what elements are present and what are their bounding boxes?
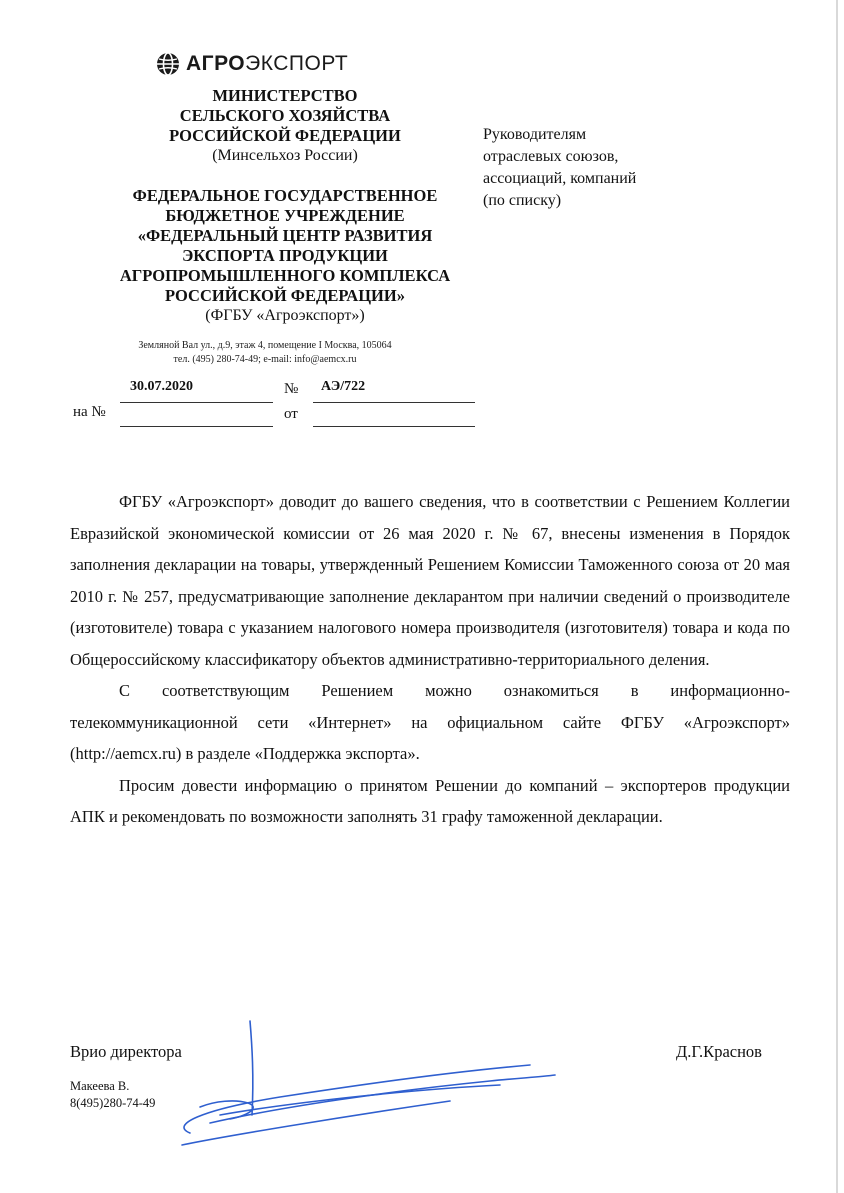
reference-underline bbox=[120, 426, 273, 427]
contact-line: тел. (495) 280-74-49; e-mail: info@aemcx.ru bbox=[173, 354, 357, 365]
handwritten-signature bbox=[160, 1015, 580, 1155]
institution-line: ЭКСПОРТА ПРОДУКЦИИ bbox=[182, 246, 388, 265]
outgoing-number: АЭ/722 bbox=[321, 379, 366, 394]
signatory-name: Д.Г.Краснов bbox=[676, 1042, 762, 1061]
signatory-position: Врио директора bbox=[70, 1042, 182, 1061]
logo-text-bold: АГРО bbox=[186, 52, 246, 75]
number-underline bbox=[313, 402, 475, 403]
ministry-short-name: (Минсельхоз России) bbox=[212, 147, 358, 164]
body-paragraph: Просим довести информацию о принятом Решении до компаний – экспортеров продукции АПК и рекомендовать по возможности заполнять 31 графу таможенной декларации. bbox=[70, 775, 790, 826]
date-underline bbox=[120, 402, 273, 403]
from-underline bbox=[313, 426, 475, 427]
ministry-line: МИНИСТЕРСТВО bbox=[212, 86, 358, 105]
from-label: от bbox=[284, 406, 298, 422]
institution-line: РОССИЙСКОЙ ФЕДЕРАЦИИ» bbox=[165, 286, 405, 305]
page-edge bbox=[836, 0, 838, 1193]
institution-line: ФЕДЕРАЛЬНОЕ ГОСУДАРСТВЕННОЕ bbox=[132, 186, 438, 205]
institution-line: АГРОПРОМЫШЛЕННОГО КОМПЛЕКСА bbox=[119, 266, 451, 285]
executor-block bbox=[70, 1078, 155, 1112]
number-label: № bbox=[284, 381, 299, 397]
institution-address bbox=[70, 339, 460, 367]
logo-text-regular: ЭКСПОРТ bbox=[245, 52, 349, 75]
recipient-line: ассоциаций, компаний bbox=[483, 170, 637, 187]
letter-body bbox=[70, 486, 790, 833]
ministry-line: РОССИЙСКОЙ ФЕДЕРАЦИИ bbox=[169, 126, 401, 145]
recipient-line: (по списку) bbox=[483, 192, 562, 209]
recipient-line: отраслевых союзов, bbox=[483, 148, 619, 165]
executor-phone: 8(495)280-74-49 bbox=[70, 1096, 156, 1110]
logo-text bbox=[186, 52, 348, 76]
body-paragraph: С соответствующим Решением можно ознакомиться в информационно-телекоммуникационной сети «Интернет» на официальном сайте ФГБУ «Агроэкспорт» (http://aemcx.ru) в разделе «Поддержка экспорта». bbox=[70, 681, 790, 763]
body-paragraph: ФГБУ «Агроэкспорт» доводит до вашего сведения, что в соответствии с Решением Коллегии Евразийской экономической комиссии от 26 мая 2020 г. № 67, внесены изменения в Порядок заполнения декларации на товары, утвержденный Решением Комиссии Таможенного союза от 20 мая 2010 г. № 257, предусматривающие заполнение декларантом при наличии сведений о производителе (изготовителе) товара с указанием налогового номера производителя (изготовителя) товара и кода по Общероссийскому классификатору объектов административно-территориального деления. bbox=[70, 492, 790, 669]
agroexport-logo bbox=[156, 52, 348, 76]
institution-line: БЮДЖЕТНОЕ УЧРЕЖДЕНИЕ bbox=[165, 206, 405, 225]
ministry-line: СЕЛЬСКОГО ХОЗЯЙСТВА bbox=[179, 106, 391, 125]
institution-line: «ФЕДЕРАЛЬНЫЙ ЦЕНТР РАЗВИТИЯ bbox=[137, 226, 433, 245]
reference-label: на № bbox=[73, 404, 106, 420]
institution-short-name: (ФГБУ «Агроэкспорт») bbox=[205, 307, 365, 324]
globe-icon bbox=[156, 52, 180, 76]
recipient-block bbox=[483, 124, 636, 212]
address-line: Земляной Вал ул., д.9, этаж 4, помещение I Москва, 105064 bbox=[138, 340, 392, 351]
outgoing-date: 30.07.2020 bbox=[130, 379, 193, 394]
institution-header bbox=[70, 186, 500, 326]
ministry-header bbox=[70, 86, 500, 166]
recipient-line: Руководителям bbox=[483, 126, 587, 143]
executor-name: Макеева В. bbox=[70, 1079, 130, 1093]
